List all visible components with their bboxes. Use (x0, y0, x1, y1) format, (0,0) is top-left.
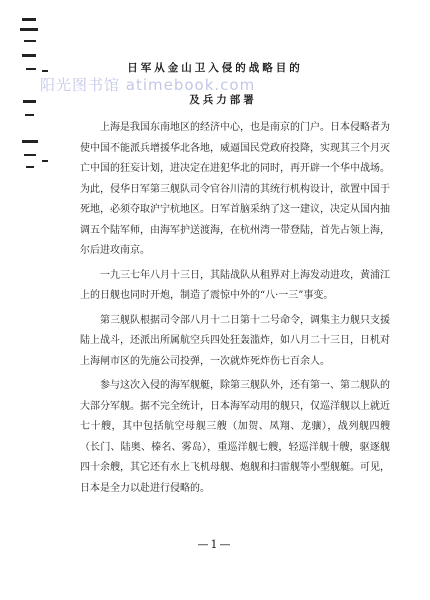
body-text (80, 118, 390, 503)
document-title: 日军从金山卫入侵的战略目的 (127, 62, 303, 74)
paragraph: 参与这次入侵的海军舰艇，除第三舰队外，还有第一、第二舰队的大部分军舰。据不完全统计，日本海军动用的舰只，仅巡洋舰以上就近七十艘，其中包括航空母舰三艘（加贺、凤翔、龙骧），战列舰四艘（长门、陆奥、榛名、雾岛），重巡洋舰七艘，轻巡洋舰十艘，驱逐舰四十余艘，其它还有水上飞机母舰、炮舰和扫雷舰等小型舰艇。可见，日本是全力以赴进行侵略的。 (80, 380, 390, 494)
paragraph: 上海是我国东南地区的经济中心，也是南京的门户。日本侵略者为使中国不能派兵增援华北各地，威逼国民党政府投降，实现其三个月灭亡中国的狂妄计划，进决定在进犯华北的同时，再开辟一个华中战场。为此，侵华日军第三舰队司令官谷川清的其统行机构设计，欲置中国于死地，必须夺取沪宁杭地区。日军首脑采纳了这一建议，决定从国内抽调五个陆军师，由海军护送渡海，在杭州湾一带登陆，首先占领上海，尔后进攻南京。 (80, 122, 390, 256)
paragraph: 一九三七年八月十三日，其陆战队从租界对上海发动进攻，黄浦江上的日舰也同时开炮，制造了震惊中外的“八·一三”事变。 (80, 269, 390, 301)
watermark-text: 阳光图书馆 atimebook.com (40, 76, 256, 94)
document-subtitle: 及兵力部署 (189, 94, 257, 106)
page-number: —1— (197, 538, 233, 551)
margin-scan-marks (2, 10, 62, 230)
paragraph: 第三舰队根据司令部八月十二日第十二号命令，调集主力舰只支援陆上战斗，还派出所属航空兵四处狂轰滥炸，如八月二十三日，日机对上海闸市区的先施公司投弹，一次就炸死炸伤七百余人。 (80, 314, 390, 367)
